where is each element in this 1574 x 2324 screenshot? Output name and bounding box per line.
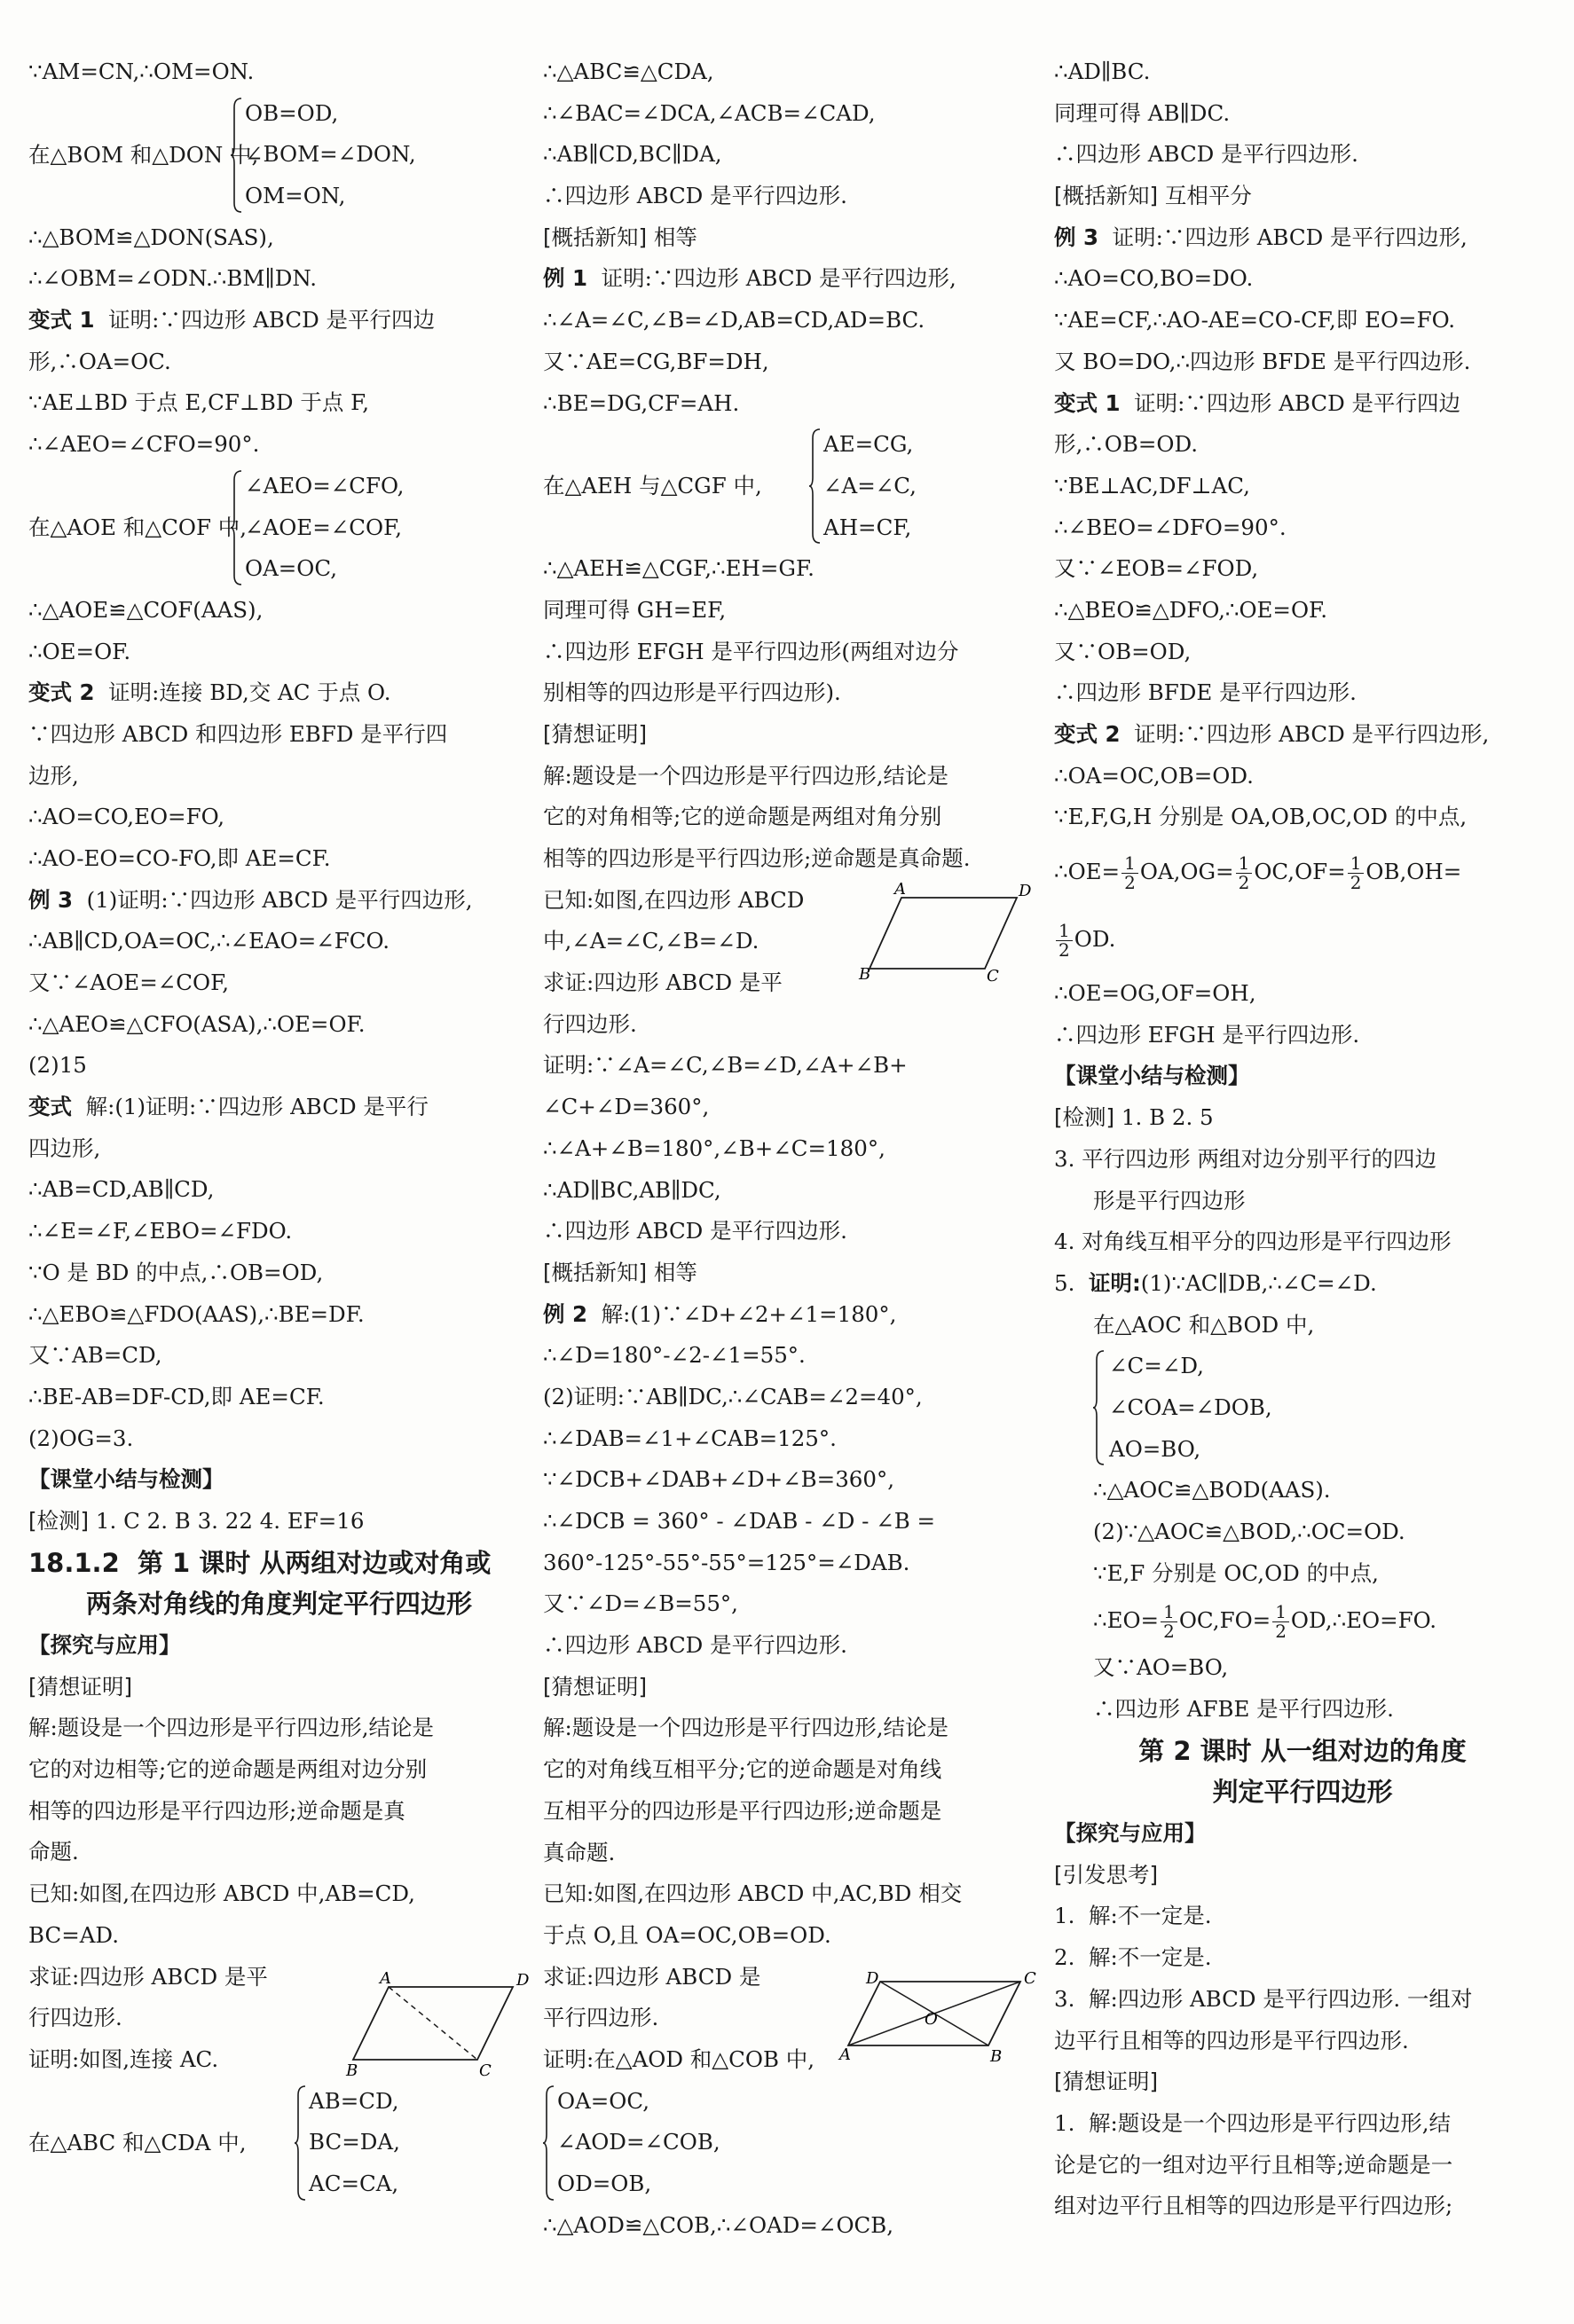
example-tag: 例 2: [543, 1300, 588, 1327]
text-line: 它的对角相等;它的逆命题是两组对角分别: [543, 804, 942, 830]
text-line: ∴∠OBM=∠ODN.∴BM∥DN.: [28, 265, 318, 292]
section-title-line-2: 判定平行四边形: [1212, 1777, 1393, 1808]
vertex-label: B: [859, 965, 871, 984]
variant-1: [28, 300, 530, 342]
example-tag: 例 1: [543, 265, 588, 292]
system-row: ∠COA=∠DOB,: [1109, 1394, 1272, 1420]
text-line: 360°-125°-55°-55°=125°=∠DAB.: [543, 1549, 910, 1575]
text-line: 证明:如图,连接 AC.: [28, 2045, 219, 2072]
numbered-item: [1054, 1979, 1551, 2021]
text-line: 边平行且相等的四边形是平行四边形.: [1054, 2027, 1409, 2053]
fraction-line: [1054, 906, 1551, 973]
text-line: 解:题设是一个四边形是平行四边形,结论是: [543, 1715, 949, 1741]
vertex-label: A: [839, 2045, 851, 2064]
text-line: ∴AB∥CD,OA=OC,∴∠EAO=∠FCO.: [28, 928, 390, 954]
parallelogram-figure-2: [859, 880, 1036, 986]
text-line: ∵BE⊥AC,DF⊥AC,: [1054, 472, 1250, 499]
section-title: 第 1 课时 从两组对边或对角或: [137, 1547, 492, 1578]
text-fragment: OD,∴EO=FO.: [1290, 1607, 1437, 1634]
text-line: ∵E,F 分别是 OC,OD 的中点,: [1093, 1559, 1379, 1586]
fraction: [1348, 854, 1365, 892]
text-line: ∴四边形 ABCD 是平行四边形.: [543, 183, 847, 209]
parallelogram-shape: [353, 1987, 513, 2060]
text-line: ∴∠A+∠B=180°,∠B+∠C=180°,: [543, 1135, 885, 1161]
text-line: 于点 O,且 OA=OC,OB=OD.: [543, 1921, 831, 1948]
sub-heading: [猜想证明]: [543, 1673, 648, 1700]
text-line: ∵AE=CF,∴AO-AE=CO-CF,即 EO=FO.: [1054, 307, 1456, 334]
variant-text: 证明:连接 BD,交 AC 于点 O.: [108, 679, 391, 706]
text-fragment: OB,OH=: [1365, 859, 1462, 885]
text-line: 求证:四边形 ABCD 是平: [543, 970, 783, 996]
vertex-label: D: [516, 1971, 530, 1990]
section-heading: 【课堂小结与检测】: [1054, 1063, 1250, 1089]
text-line: 求证:四边形 ABCD 是平: [28, 1963, 268, 1990]
equation-system: [543, 2081, 1040, 2205]
example-3: [1054, 217, 1551, 259]
example-text: 证明:∵四边形 ABCD 是平行四边形,: [601, 265, 956, 292]
variant-text: 证明:∵四边形 ABCD 是平行四边: [108, 307, 436, 334]
vertex-label: D: [1019, 882, 1032, 900]
system-lead: 在△AOE 和△COF 中,: [28, 514, 248, 540]
check-answers: [28, 1501, 530, 1543]
fraction-denominator: 2: [1059, 939, 1070, 962]
text-line: (2)15: [28, 1052, 87, 1079]
item-text: 解:不一定是.: [1088, 1903, 1212, 1929]
text-line: ∴AD∥BC,AB∥DC,: [543, 1176, 721, 1203]
equation-system: [28, 2081, 530, 2205]
text-line: 又∵AE=CG,BF=DH,: [543, 348, 769, 374]
text-line: ∴四边形 EFGH 是平行四边形.: [1054, 1021, 1360, 1048]
fraction-numerator: 1: [1056, 922, 1073, 941]
system-row: ∠A=∠C,: [823, 472, 917, 499]
text-line: 又 BO=DO,∴四边形 BFDE 是平行四边形.: [1054, 348, 1471, 374]
fraction: [1272, 1603, 1289, 1641]
example-tag: 例 3: [28, 886, 74, 913]
text-line: ∴∠E=∠F,∠EBO=∠FDO.: [28, 1218, 293, 1244]
text-line: ∴AB=CD,AB∥CD,: [28, 1176, 215, 1203]
variant-tag: 变式 1: [1054, 389, 1121, 416]
text-line: ∴∠BEO=∠DFO=90°.: [1054, 514, 1287, 540]
fraction-numerator: 1: [1121, 854, 1138, 874]
column-1: [28, 51, 530, 2205]
summary-line: [543, 1252, 1040, 1294]
system-row: AE=CG,: [823, 431, 914, 458]
system-lead: 在△ABC 和△CDA 中,: [28, 2129, 247, 2155]
section-title-line-2: 两条对角线的角度判定平行四边形: [85, 1589, 472, 1620]
text-line: ∴∠DAB=∠1+∠CAB=125°.: [543, 1425, 837, 1451]
text-line: ∴四边形 BFDE 是平行四边形.: [1054, 679, 1357, 706]
text-line: (2)证明:∵AB∥DC,∴∠CAB=∠2=40°,: [543, 1383, 923, 1409]
fraction-line: [1054, 838, 1551, 906]
text-line: (2)∵△AOC≌△BOD,∴OC=OD.: [1093, 1518, 1405, 1544]
text-line: 形,∴OB=OD.: [1054, 431, 1199, 458]
text-line: BC=AD.: [28, 1921, 119, 1948]
text-line: 又∵AB=CD,: [28, 1342, 162, 1369]
answer-text: (1)∵AC∥DB,∴∠C=∠D.: [1140, 1269, 1377, 1296]
system-row: ∠AEO=∠CFO,: [245, 472, 405, 499]
text-line: 真命题.: [543, 1839, 616, 1865]
system-row: OB=OD,: [245, 99, 339, 126]
fraction-denominator: 2: [1350, 872, 1362, 894]
brace-icon: [295, 2085, 307, 2202]
vertex-label: B: [346, 2061, 358, 2080]
fraction-numerator: 1: [1348, 854, 1365, 874]
text-line: 论是它的一组对边平行且相等;逆命题是一: [1054, 2151, 1453, 2178]
text-line: 别相等的四边形是平行四边形).: [543, 679, 841, 706]
vertex-label: C: [987, 967, 999, 985]
text-line: 它的对边相等;它的逆命题是两组对边分别: [28, 1756, 428, 1783]
fraction-numerator: 1: [1236, 854, 1253, 874]
item-text: 解:四边形 ABCD 是平行四边形. 一组对: [1088, 1985, 1473, 2012]
variant-3: [28, 1087, 530, 1128]
variant-tag: 变式 1: [28, 307, 95, 334]
text-line: 互相平分的四边形是平行四边形;逆命题是: [543, 1797, 942, 1824]
text-line: ∴四边形 EFGH 是平行四边形(两组对边分: [543, 638, 959, 664]
summary-line: [1054, 176, 1551, 217]
fraction-denominator: 2: [1238, 872, 1250, 894]
fraction: [1121, 854, 1138, 892]
summary-text: 相等: [653, 224, 697, 250]
column-3: [1054, 51, 1551, 2227]
text-line: 证明:在△AOD 和△COB 中,: [543, 2045, 815, 2072]
system-row: AC=CA,: [309, 2170, 399, 2196]
text-line: 中,∠A=∠C,∠B=∠D.: [543, 928, 759, 954]
text-line: ∠C+∠D=360°,: [543, 1094, 710, 1120]
text-line: 4. 对角线互相平分的四边形是平行四边形: [1054, 1229, 1452, 1255]
summary-text: 相等: [653, 1259, 697, 1285]
system-row: ∠BOM=∠DON,: [245, 141, 416, 168]
text-line: ∵∠DCB+∠DAB+∠D+∠B=360°,: [543, 1466, 894, 1493]
summary-tag: [概括新知]: [543, 1259, 648, 1285]
parallelogram-shape: [870, 898, 1017, 969]
sub-heading: [猜想证明]: [1054, 2069, 1159, 2095]
text-fragment: ∴EO=: [1093, 1607, 1160, 1634]
vertex-label: B: [990, 2047, 1003, 2066]
text-line: 解:题设是一个四边形是平行四边形,结论是: [543, 762, 949, 789]
text-line: 它的对角线互相平分;它的逆命题是对角线: [543, 1756, 942, 1783]
text-line: 行四边形.: [28, 2005, 122, 2031]
text-line: 已知:如图,在四边形 ABCD: [543, 886, 805, 913]
text-line: 形,∴OA=OC.: [28, 348, 171, 374]
section-number: 18.1.2: [28, 1547, 120, 1578]
text-line: ∴AO=CO,EO=FO,: [28, 804, 225, 830]
text-fragment: OD.: [1074, 926, 1116, 953]
text-line: ∵AE⊥BD 于点 E,CF⊥BD 于点 F,: [28, 389, 370, 416]
text-line: ∴∠D=180°-∠2-∠1=55°.: [543, 1342, 806, 1369]
item-number: 1.: [1054, 1903, 1075, 1929]
text-line: ∴OA=OC,OB=OD.: [1054, 762, 1254, 789]
numbered-item: [1054, 1896, 1551, 1937]
brace-icon: [809, 428, 822, 545]
item-number: 2.: [1054, 1944, 1075, 1971]
text-line: 组对边平行且相等的四边形是平行四边形;: [1054, 2193, 1453, 2219]
item-text: 解:不一定是.: [1088, 1944, 1212, 1971]
text-line: 平行四边形.: [543, 2005, 659, 2031]
text-line: 命题.: [28, 1839, 79, 1865]
text-line: 证明:∵∠A=∠C,∠B=∠D,∠A+∠B+: [543, 1052, 908, 1079]
text-line: 四边形,: [28, 1135, 101, 1161]
example-2: [543, 1294, 1040, 1336]
vertex-label: D: [866, 1969, 879, 1988]
example-tag: 例 3: [1054, 224, 1099, 250]
check-tag: [检测]: [28, 1507, 90, 1534]
variant-2: [1054, 714, 1551, 756]
text-line: ∴△BOM≌△DON(SAS),: [28, 224, 274, 250]
sub-heading: [引发思考]: [1054, 1861, 1159, 1888]
check-text: 1. B 2. 5: [1121, 1104, 1214, 1131]
answer-number: 5.: [1054, 1269, 1075, 1296]
system-row: OA=OC,: [557, 2087, 650, 2114]
text-fragment: OC,FO=: [1178, 1607, 1271, 1634]
check-text: 1. C 2. B 3. 22 4. EF=16: [95, 1507, 365, 1534]
system-row: AH=CF,: [823, 514, 912, 540]
text-line: 又∵∠AOE=∠COF,: [28, 970, 230, 995]
system-row: OM=ON,: [245, 183, 346, 209]
example-text: 证明:∵四边形 ABCD 是平行四边形,: [1112, 224, 1468, 250]
text-line: ∴∠BAC=∠DCA,∠ACB=∠CAD,: [543, 99, 876, 126]
variant-tag: 变式 2: [1054, 721, 1121, 747]
variant-text: 证明:∵四边形 ABCD 是平行四边形,: [1134, 721, 1490, 747]
text-line: ∴△EBO≌△FDO(AAS),∴BE=DF.: [28, 1300, 365, 1327]
example-text: 解:(1)∵∠D+∠2+∠1=180°,: [601, 1300, 897, 1327]
numbered-item: [1054, 1937, 1551, 1979]
text-line: 3. 平行四边形 两组对边分别平行的四边: [1054, 1145, 1436, 1172]
check-answers: [1054, 1097, 1551, 1139]
brace-icon: [1093, 1349, 1106, 1466]
text-line: 同理可得 GH=EF,: [543, 596, 727, 623]
equation-system: [28, 466, 530, 590]
text-line: ∵E,F,G,H 分别是 OA,OB,OC,OD 的中点,: [1054, 804, 1468, 830]
section-heading: 【探究与应用】: [28, 1632, 181, 1658]
text-line: ∴四边形 ABCD 是平行四边形.: [543, 1218, 847, 1244]
vertex-label: O: [925, 2010, 938, 2029]
text-line: ∴△AOD≌△COB,∴∠OAD=∠OCB,: [543, 2211, 894, 2238]
text-line: 又∵AO=BO,: [1093, 1654, 1229, 1681]
numbered-item: [1054, 2103, 1551, 2145]
vertex-label: A: [894, 880, 906, 899]
fraction-numerator: 1: [1161, 1603, 1177, 1622]
fraction-denominator: 2: [1163, 1621, 1175, 1643]
system-row: OA=OC,: [245, 555, 338, 582]
summary-tag: [概括新知]: [543, 224, 648, 250]
fraction-numerator: 1: [1272, 1603, 1289, 1622]
text-line: ∴四边形 AFBE 是平行四边形.: [1093, 1696, 1394, 1722]
fraction-line: [1054, 1594, 1551, 1647]
text-line: 行四边形.: [543, 1010, 637, 1037]
text-line: ∴△AEO≌△CFO(ASA),∴OE=OF.: [28, 1010, 366, 1037]
text-line: 已知:如图,在四边形 ABCD 中,AC,BD 相交: [543, 1880, 963, 1907]
text-line: 形是平行四边形: [1093, 1187, 1246, 1213]
example-3: [28, 880, 530, 922]
diagonal-ac: [389, 1987, 477, 2060]
text-line: ∴四边形 ABCD 是平行四边形.: [543, 1632, 847, 1659]
text-line: ∴AD∥BC.: [1054, 59, 1151, 84]
equation-system: [1054, 1346, 1551, 1470]
text-line: 边形,: [28, 762, 79, 789]
section-title-line-1: [28, 1543, 530, 1584]
variant-tag: 变式: [28, 1094, 72, 1120]
vertex-label: C: [479, 2061, 492, 2080]
text-fragment: OC,OF=: [1254, 859, 1346, 885]
parallelogram-figure-3: [839, 1971, 1043, 2069]
equation-system: [28, 93, 530, 217]
text-line: ∴BE-AB=DF-CD,即 AE=CF.: [28, 1383, 325, 1409]
text-line: 相等的四边形是平行四边形;逆命题是真: [28, 1797, 405, 1824]
equation-system: [543, 424, 1040, 548]
section-title-line-1: 第 2 课时 从一组对边的角度: [1138, 1735, 1467, 1766]
text-line: ∴△AEH≌△CGF,∴EH=GF.: [543, 555, 815, 582]
system-row: ∠AOE=∠COF,: [245, 514, 403, 540]
text-line: ∴OE=OG,OF=OH,: [1054, 980, 1256, 1007]
text-line: ∴∠AEO=∠CFO=90°.: [28, 431, 260, 458]
text-line: ∴∠A=∠C,∠B=∠D,AB=CD,AD=BC.: [543, 307, 925, 334]
text-line: ∴BE=DG,CF=AH.: [543, 389, 740, 416]
text-line: ∴四边形 ABCD 是平行四边形.: [1054, 141, 1358, 168]
text-fragment: OA,OG=: [1139, 859, 1234, 885]
text-line: ∴AO=CO,BO=DO.: [1054, 265, 1254, 292]
item-number: 3.: [1054, 1985, 1075, 2012]
text-line: ∴△ABC≌△CDA,: [543, 59, 714, 84]
example-1: [543, 258, 1040, 300]
text-line: ∴△AOC≌△BOD(AAS).: [1093, 1477, 1331, 1504]
text-line: ∴△AOE≌△COF(AAS),: [28, 596, 264, 623]
sub-heading: [猜想证明]: [543, 720, 648, 747]
section-heading: 【探究与应用】: [1054, 1820, 1207, 1847]
text-line: 同理可得 AB∥DC.: [1054, 99, 1231, 126]
system-row: BC=DA,: [309, 2129, 400, 2155]
variant-1: [1054, 383, 1551, 425]
text-line: ∴AB∥CD,BC∥DA,: [543, 141, 722, 168]
summary-tag: [概括新知]: [1054, 183, 1159, 209]
text-line: 又∵OB=OD,: [1054, 638, 1192, 664]
system-lead: 在△AEH 与△CGF 中,: [543, 473, 762, 499]
text-line: 又∵∠EOB=∠FOD,: [1054, 555, 1259, 582]
fraction-denominator: 2: [1275, 1621, 1287, 1643]
parallelogram-figure-1: [346, 1969, 530, 2080]
check-tag: [检测]: [1054, 1104, 1115, 1131]
variant-text: 解:(1)证明:∵四边形 ABCD 是平行: [85, 1094, 429, 1120]
text-line: ∵O 是 BD 的中点,∴OB=OD,: [28, 1259, 324, 1285]
text-line: 在△AOC 和△BOD 中,: [1093, 1311, 1315, 1338]
system-row: OD=OB,: [557, 2171, 652, 2196]
item-text: 解:题设是一个四边形是平行四边形,结: [1088, 2109, 1452, 2136]
answer-5: [1054, 1263, 1551, 1305]
proof-tag: 证明:: [1088, 1269, 1141, 1296]
text-fragment: ∴OE=: [1054, 859, 1121, 885]
text-line: ∴∠DCB = 360° - ∠DAB - ∠D - ∠B =: [543, 1508, 936, 1534]
text-line: 相等的四边形是平行四边形;逆命题是真命题.: [543, 845, 971, 871]
item-number: 1.: [1054, 2109, 1075, 2136]
system-row: AB=CD,: [309, 2087, 399, 2114]
summary-text: 互相平分: [1164, 183, 1252, 209]
brace-icon: [543, 2085, 555, 2202]
text-line: 又∵∠D=∠B=55°,: [543, 1590, 738, 1617]
text-line: 解:题设是一个四边形是平行四边形,结论是: [28, 1715, 435, 1741]
system-row: ∠AOD=∠COB,: [557, 2129, 720, 2155]
text-line: ∴△BEO≌△DFO,∴OE=OF.: [1054, 596, 1327, 623]
text-line: ∴OE=OF.: [28, 638, 131, 664]
summary-line: [543, 217, 1040, 259]
example-text: (1)证明:∵四边形 ABCD 是平行四边形,: [86, 886, 473, 913]
column-2: [543, 51, 1040, 2246]
variant-text: 证明:∵四边形 ABCD 是平行四边: [1134, 389, 1461, 416]
system-row: AO=BO,: [1109, 1435, 1201, 1462]
variant-tag: 变式 2: [28, 679, 95, 706]
text-line: (2)OG=3.: [28, 1425, 134, 1451]
section-heading: 【课堂小结与检测】: [28, 1466, 224, 1493]
vertex-label: C: [1024, 1969, 1036, 1988]
brace-icon: [231, 469, 243, 586]
brace-icon: [231, 97, 243, 214]
system-row: ∠C=∠D,: [1109, 1353, 1204, 1379]
text-line: 求证:四边形 ABCD 是: [543, 1963, 761, 1990]
text-line: ∵AM=CN,∴OM=ON.: [28, 59, 255, 84]
text-line: ∵四边形 ABCD 和四边形 EBFD 是平行四: [28, 720, 448, 747]
fraction: [1236, 854, 1253, 892]
system-lead: 在△BOM 和△DON 中,: [28, 141, 259, 168]
sub-heading: [猜想证明]: [28, 1673, 133, 1700]
variant-2: [28, 672, 530, 714]
text-line: 已知:如图,在四边形 ABCD 中,AB=CD,: [28, 1880, 415, 1907]
text-line: ∴AO-EO=CO-FO,即 AE=CF.: [28, 844, 331, 871]
fraction-denominator: 2: [1124, 872, 1136, 894]
fraction: [1161, 1603, 1177, 1641]
vertex-label: A: [380, 1969, 391, 1988]
fraction: [1056, 922, 1073, 960]
